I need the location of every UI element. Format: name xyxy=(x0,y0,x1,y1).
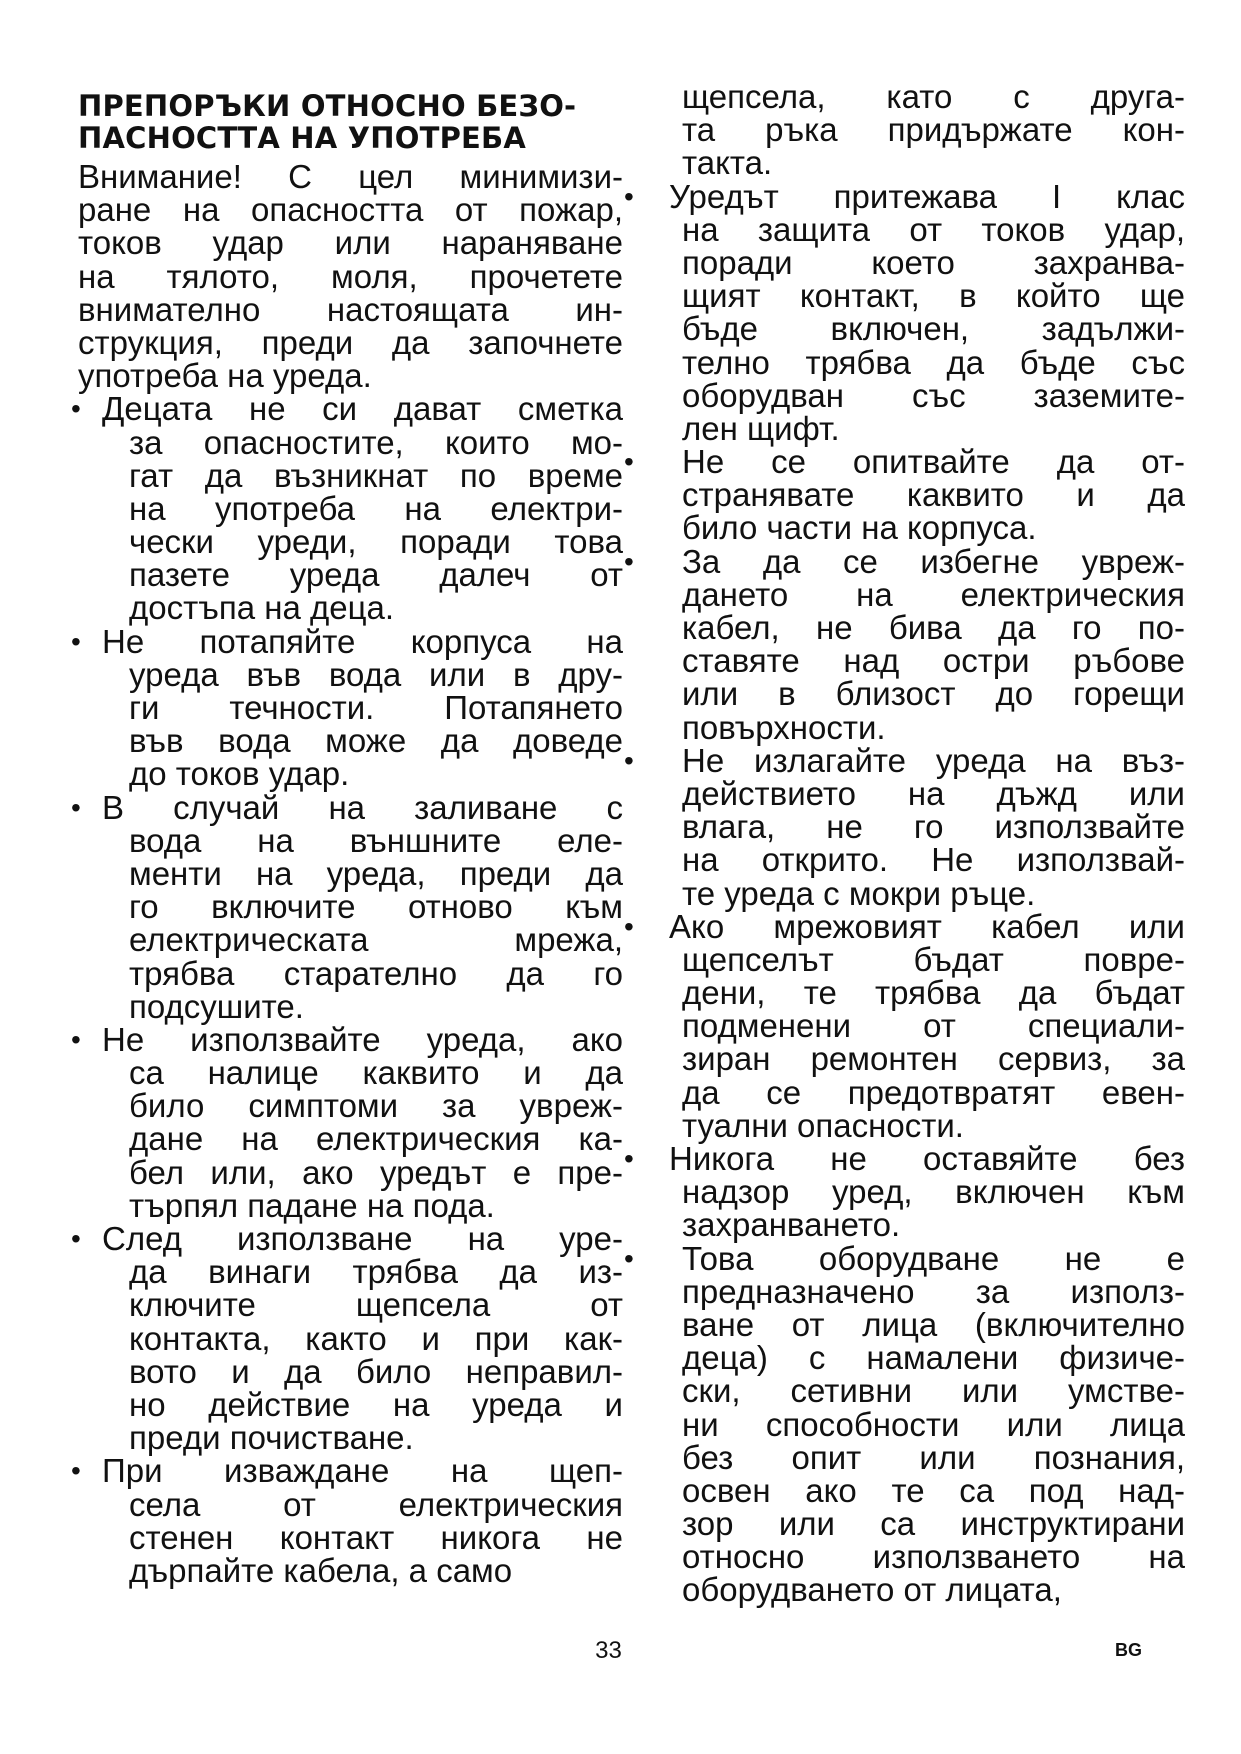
text-line: ни способности или лица xyxy=(682,1405,1185,1443)
text-line: на открито. Не използвай- xyxy=(682,841,1185,879)
text-line: щепселът бъдат повре- xyxy=(682,940,1185,978)
text-line: струкция, преди да започнете xyxy=(78,323,623,361)
text-line: подсушите. xyxy=(129,987,304,1025)
text-line: Не потапяйте корпуса на • xyxy=(71,622,623,660)
text-line: Не излагайте уреда на въз- • xyxy=(624,741,1185,779)
bullet-marker: • xyxy=(71,1223,81,1254)
text-line: дени, те трябва да бъдат xyxy=(682,974,1185,1012)
bullet-marker: • xyxy=(624,744,634,776)
text-line: та ръка придържате кон- xyxy=(682,111,1185,149)
text-line: на употреба на електри- xyxy=(129,489,623,527)
text-line: ги течности. Потапянето xyxy=(129,689,623,726)
text-line: вода на външните еле- xyxy=(129,821,623,859)
text-line: са налице каквито и да xyxy=(129,1054,623,1092)
bullet-marker: • xyxy=(71,1455,81,1487)
text-line: деца) с намалени физиче- xyxy=(682,1339,1185,1377)
text-line: оборудването от лицата, xyxy=(682,1571,1062,1609)
text-line: щепсела, като с друга- xyxy=(682,78,1185,115)
text-line: дане на електрическия ка- xyxy=(129,1120,623,1158)
text-line: на тялото, моля, прочетете xyxy=(78,257,623,295)
text-line: бел или, ако уредът е пре- xyxy=(129,1153,623,1191)
section-heading: ПРЕПОРЪКИ ОТНОСНО БЕЗО- ПАСНОСТТА НА УПОТРЕБА xyxy=(78,89,577,155)
bullet-marker: • xyxy=(624,1242,634,1274)
text-line: търпял падане на пода. xyxy=(129,1186,495,1224)
text-line: да се предотвратят евен- xyxy=(682,1073,1185,1111)
text-line: вото и да било неправил- xyxy=(129,1352,623,1390)
bullet-marker: • xyxy=(71,791,81,823)
bullet-marker: • xyxy=(624,1143,634,1174)
text-line: употреба на уреда. xyxy=(78,357,372,395)
text-line: пазете уреда далеч от xyxy=(129,556,623,594)
bullet-marker: • xyxy=(71,393,81,425)
text-line: такта. xyxy=(682,144,773,182)
text-line: дането на електрическия xyxy=(682,575,1185,613)
text-line: оборудван със заземите- xyxy=(682,376,1185,414)
text-line: преди почистване. xyxy=(129,1419,414,1457)
text-line: влага, не го използвайте xyxy=(682,808,1185,846)
text-line: го включите отново към xyxy=(129,888,623,926)
text-line: туални опасности. xyxy=(682,1106,964,1144)
text-line: чески уреди, поради това xyxy=(129,523,623,561)
text-line: ключите щепсела от xyxy=(129,1286,623,1324)
text-line: ране на опасността от пожар, xyxy=(78,191,623,229)
text-line: било симптоми за увреж- xyxy=(129,1087,623,1125)
page-number: 33 xyxy=(595,1637,622,1664)
text-line: захранването. xyxy=(682,1206,901,1244)
text-line: телно трябва да бъде със xyxy=(682,343,1185,381)
text-line: да винаги трябва да из- xyxy=(129,1253,623,1291)
text-line: Ако мрежовият кабел или • xyxy=(624,907,1185,945)
text-line: села от електрическия xyxy=(129,1485,623,1523)
text-line: При изваждане на щеп- • xyxy=(71,1452,623,1490)
text-line: предназначено за използ- xyxy=(682,1272,1185,1310)
text-line: ване от лица (включително xyxy=(682,1305,1185,1343)
text-line: кабел, не бива да го по- xyxy=(682,609,1185,646)
text-line: Това оборудване не е • xyxy=(624,1239,1185,1277)
text-line: надзор уред, включен към xyxy=(682,1173,1185,1211)
text-line: Уредът притежава I клас • xyxy=(624,177,1185,215)
right-column-text xyxy=(624,78,1185,1609)
bullet-marker: • xyxy=(624,910,634,942)
text-line: Не се опитвайте да от- • xyxy=(624,443,1185,481)
text-line: повърхности. xyxy=(682,708,886,746)
bullet-marker: • xyxy=(624,180,634,212)
text-line: трябва старателно да го xyxy=(129,954,623,992)
text-line: подменени от специали- xyxy=(682,1007,1185,1045)
text-line: те уреда с мокри ръце. xyxy=(682,874,1036,912)
text-line: стенен контакт никога не xyxy=(129,1518,623,1556)
bullet-marker: • xyxy=(624,545,634,577)
text-line: менти на уреда, преди да xyxy=(129,854,623,892)
text-line: дърпайте кабела, а само xyxy=(129,1551,513,1589)
text-line: контакта, както и при как- xyxy=(129,1319,623,1357)
text-line: ставяте над остри ръбове xyxy=(682,642,1185,680)
text-line: След използване на уре- • xyxy=(71,1220,623,1257)
text-line: токов удар или нараняване xyxy=(78,224,623,262)
bullet-marker: • xyxy=(71,625,81,657)
text-line: зор или са инструктирани xyxy=(682,1505,1185,1543)
text-line: било части на корпуса. xyxy=(682,509,1037,547)
text-line: за опасностите, които мо- xyxy=(129,423,623,461)
text-line: но действие на уреда и xyxy=(129,1385,623,1423)
text-line: лен щифт. xyxy=(682,409,840,447)
text-line: зиран ремонтен сервиз, за xyxy=(682,1040,1185,1078)
text-line: внимателно настоящата ин- xyxy=(78,290,623,328)
text-line: електрическата мрежа, xyxy=(129,921,623,959)
text-line: ски, сетивни или умстве- xyxy=(682,1372,1185,1410)
text-line: достъпа на деца. xyxy=(129,589,395,627)
text-line: до токов удар. xyxy=(129,755,350,793)
bullet-marker: • xyxy=(624,446,634,478)
text-line: странявате каквито и да xyxy=(682,476,1185,514)
text-line: щият контакт, в който ще xyxy=(682,277,1185,315)
text-line: освен ако те са под над- xyxy=(682,1471,1185,1509)
language-code: BG xyxy=(1115,1640,1142,1660)
text-line: или в близост до горещи xyxy=(682,675,1185,713)
text-line: действието на дъжд или xyxy=(682,774,1185,812)
text-line: гат да възникнат по време xyxy=(129,456,623,494)
text-line: В случай на заливане с • xyxy=(71,788,623,826)
bullet-marker: • xyxy=(71,1023,81,1055)
text-line: поради което захранва- xyxy=(682,243,1185,281)
text-line: Никога не оставяйте без • xyxy=(624,1140,1185,1177)
text-line: относно използването на xyxy=(682,1538,1185,1576)
text-line: на защита от токов удар, xyxy=(682,210,1185,248)
left-column-text xyxy=(71,158,623,1589)
text-line: Внимание! С цел минимизи- xyxy=(78,158,623,195)
text-line: Децата не си дават сметка • xyxy=(71,390,623,428)
text-line: Не използвайте уреда, ако • xyxy=(71,1020,623,1058)
text-line: във вода може да доведе xyxy=(129,722,623,760)
text-line: уреда във вода или в дру- xyxy=(129,655,623,693)
text-line: без опит или познания, xyxy=(682,1438,1185,1476)
text-line: За да се избегне увреж- • xyxy=(624,542,1185,580)
text-line: бъде включен, задължи- xyxy=(682,310,1185,348)
